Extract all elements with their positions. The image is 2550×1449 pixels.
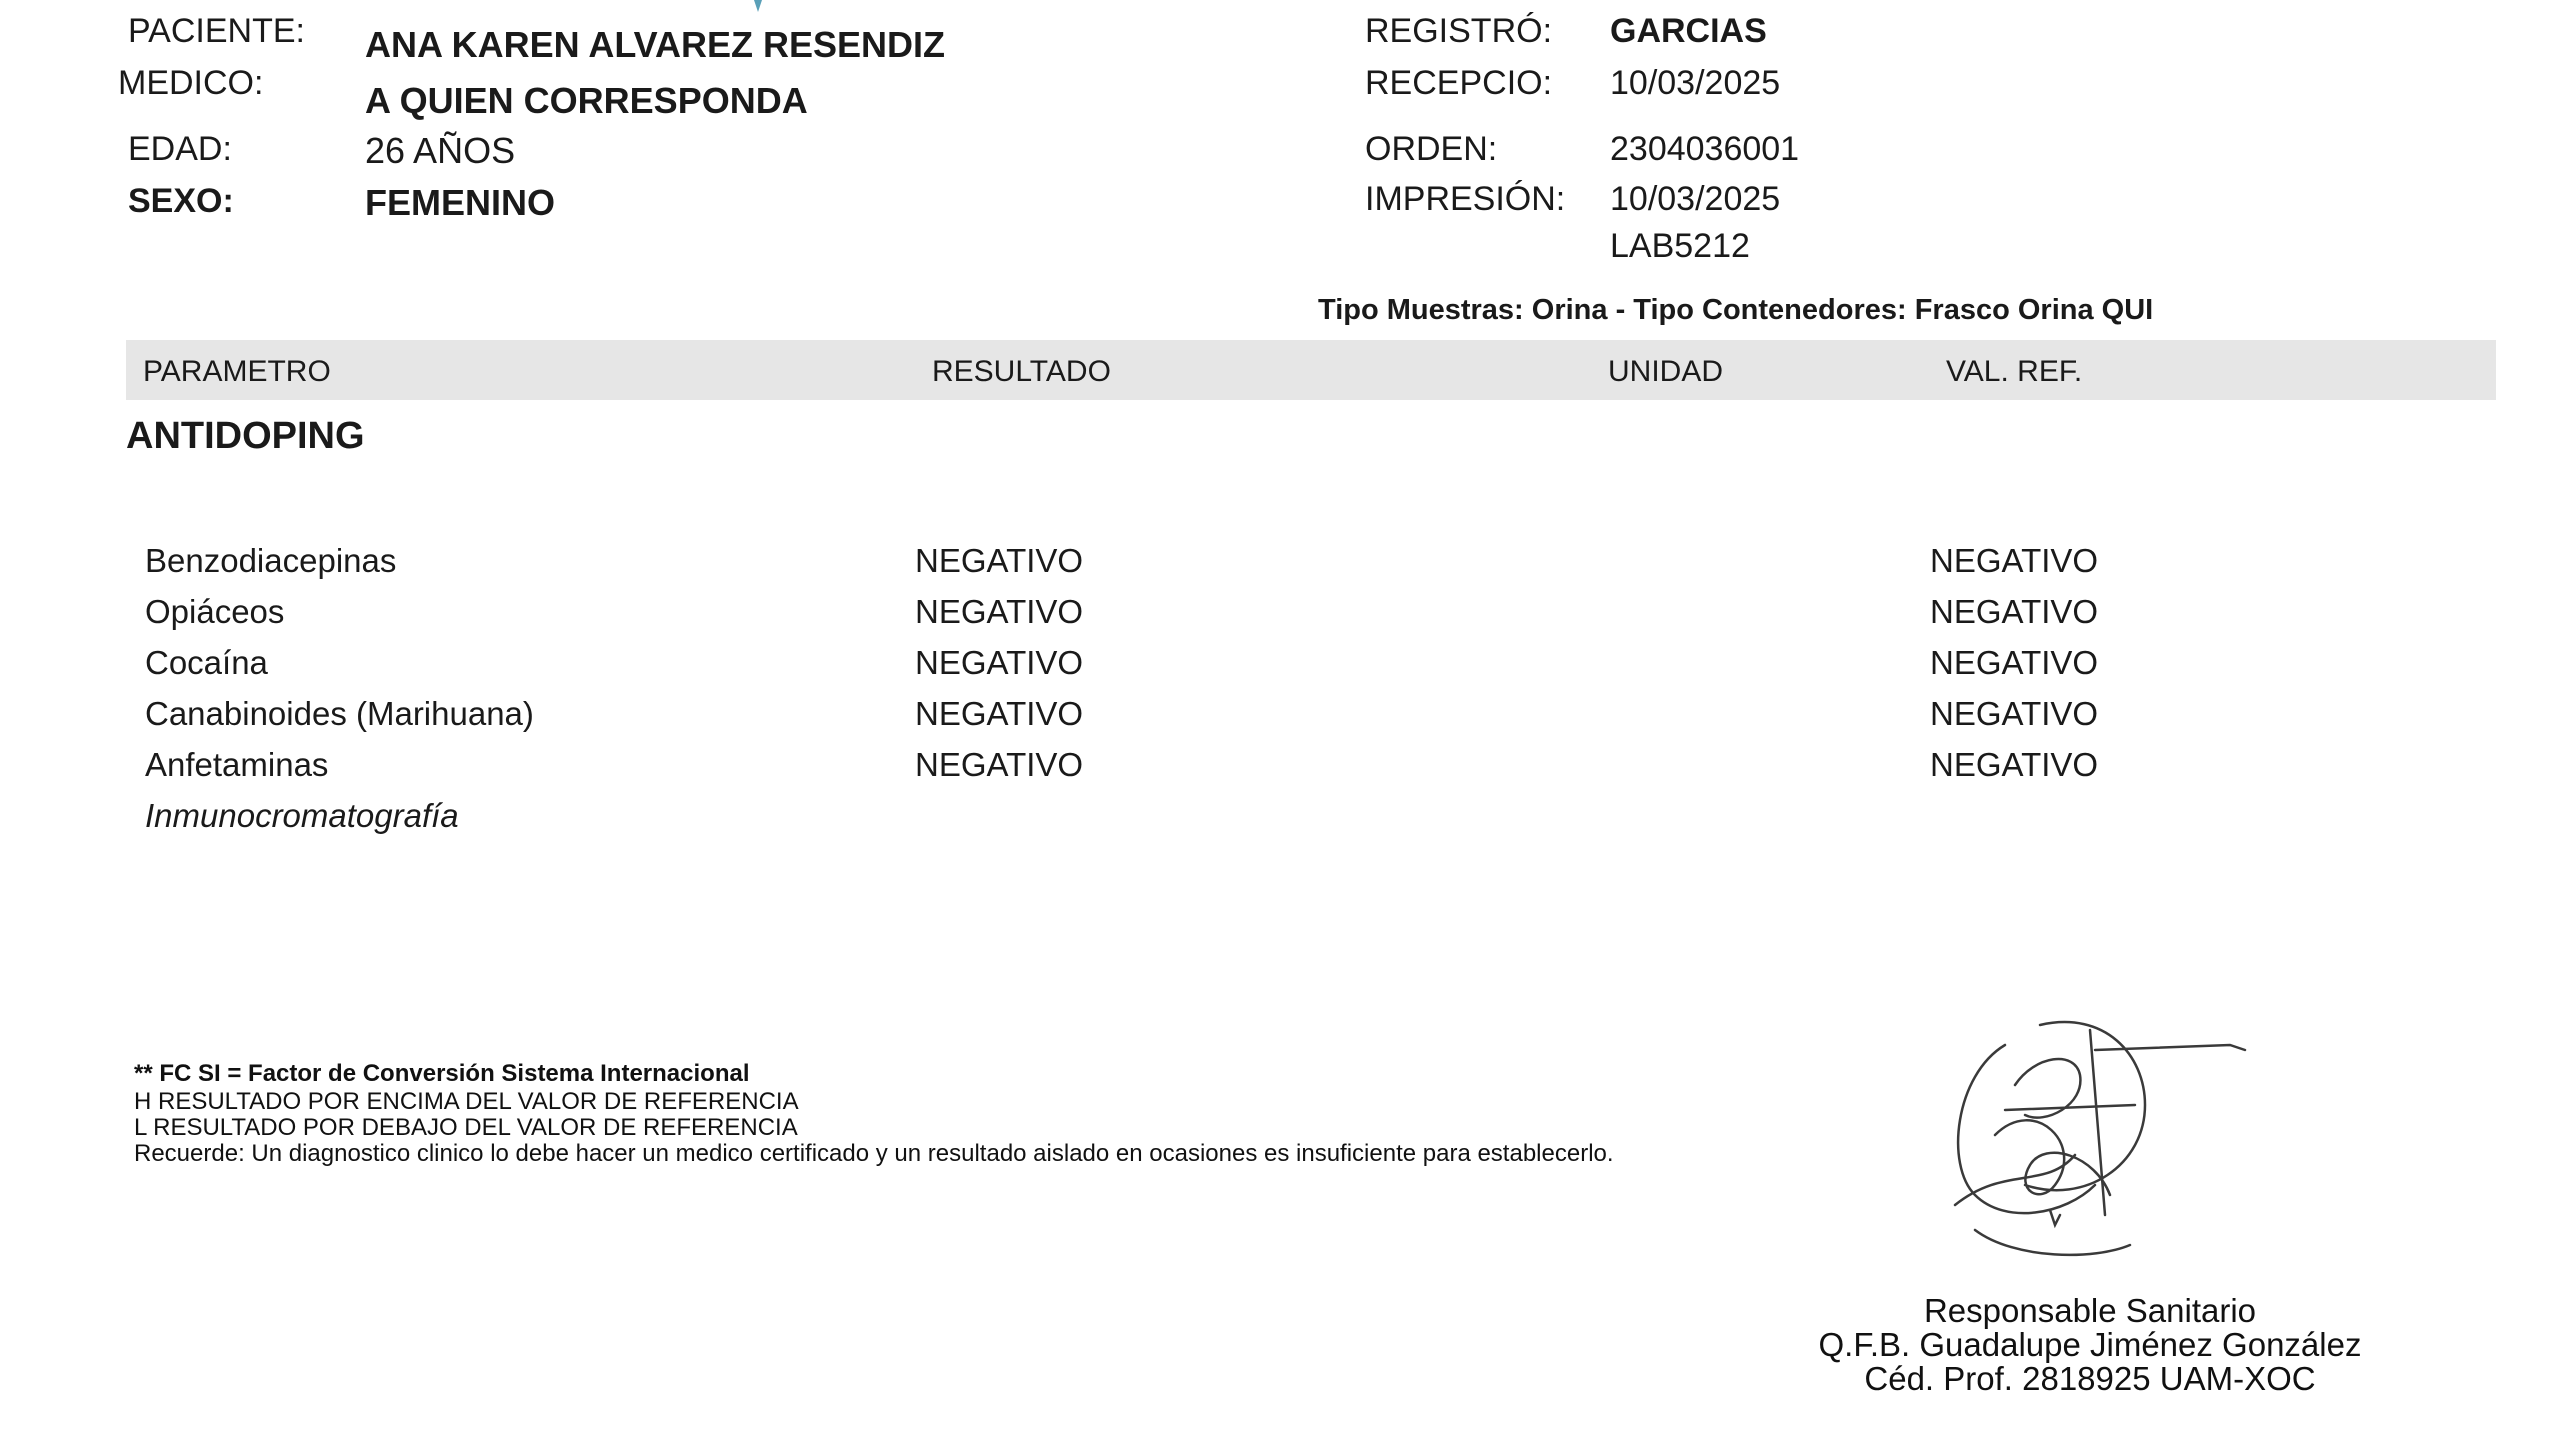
note-recuerde: Recuerde: Un diagnostico clinico lo debe hacer un medico certificado y un resultado aislado en ocasiones es insuficiente para establecerlo. (134, 1140, 1614, 1167)
note-l: L RESULTADO POR DEBAJO DEL VALOR DE REFERENCIA (134, 1114, 798, 1141)
row-resultado: NEGATIVO (915, 542, 1084, 579)
registro-value: GARCIAS (1610, 12, 1767, 50)
header-val-ref: VAL. REF. (1946, 355, 2083, 388)
row-resultado: NEGATIVO (915, 593, 1084, 630)
sexo-value: FEMENINO (365, 182, 556, 223)
section-title: ANTIDOPING (126, 415, 365, 457)
note-h: H RESULTADO POR ENCIMA DEL VALOR DE REFERENCIA (134, 1088, 799, 1115)
edad-value: 26 AÑOS (365, 130, 516, 171)
recepcio-value: 10/03/2025 (1610, 64, 1781, 102)
row-ref: NEGATIVO (1930, 746, 2099, 783)
table-header-bar (126, 340, 2496, 400)
paciente-label: PACIENTE: (128, 12, 305, 50)
sexo-label: SEXO: (128, 182, 234, 220)
row-ref: NEGATIVO (1930, 695, 2099, 732)
signature-cedula: Céd. Prof. 2818925 UAM-XOC (1864, 1360, 2316, 1397)
row-resultado: NEGATIVO (915, 695, 1084, 732)
registro-label: REGISTRÓ: (1365, 12, 1553, 50)
sample-type: Tipo Muestras: Orina - Tipo Contenedores: Frasco Orina QUI (1318, 294, 2154, 326)
row-ref: NEGATIVO (1930, 644, 2099, 681)
row-resultado: NEGATIVO (915, 746, 1084, 783)
row-resultado: NEGATIVO (915, 644, 1084, 681)
edad-label: EDAD: (128, 130, 232, 168)
impresion-value: 10/03/2025 (1610, 180, 1781, 218)
row-parametro: Opiáceos (145, 593, 285, 630)
orden-value: 2304036001 (1610, 130, 1800, 168)
row-parametro: Cocaína (145, 644, 268, 681)
recepcio-label: RECEPCIO: (1365, 64, 1553, 102)
header-parametro: PARAMETRO (143, 355, 331, 388)
signature-name: Q.F.B. Guadalupe Jiménez González (1818, 1326, 2362, 1363)
medico-label: MEDICO: (118, 64, 264, 102)
row-parametro: Anfetaminas (145, 746, 329, 783)
header-unidad: UNIDAD (1608, 355, 1724, 388)
lab-code: LAB5212 (1610, 227, 1750, 265)
logo-fragment-icon (752, 0, 766, 14)
row-ref: NEGATIVO (1930, 542, 2099, 579)
row-parametro: Benzodiacepinas (145, 542, 397, 579)
note-fc: ** FC SI = Factor de Conversión Sistema Internacional (134, 1060, 750, 1087)
signature-role: Responsable Sanitario (1923, 1292, 2257, 1329)
method-note: Inmunocromatografía (145, 797, 459, 834)
header-resultado: RESULTADO (932, 355, 1111, 388)
row-ref: NEGATIVO (1930, 593, 2099, 630)
orden-label: ORDEN: (1365, 130, 1498, 168)
paciente-value: ANA KAREN ALVAREZ RESENDIZ (365, 24, 946, 65)
row-parametro: Canabinoides (Marihuana) (145, 695, 534, 732)
impresion-label: IMPRESIÓN: (1365, 180, 1566, 218)
medico-value: A QUIEN CORRESPONDA (365, 80, 808, 121)
signature-icon (1945, 1015, 2275, 1265)
